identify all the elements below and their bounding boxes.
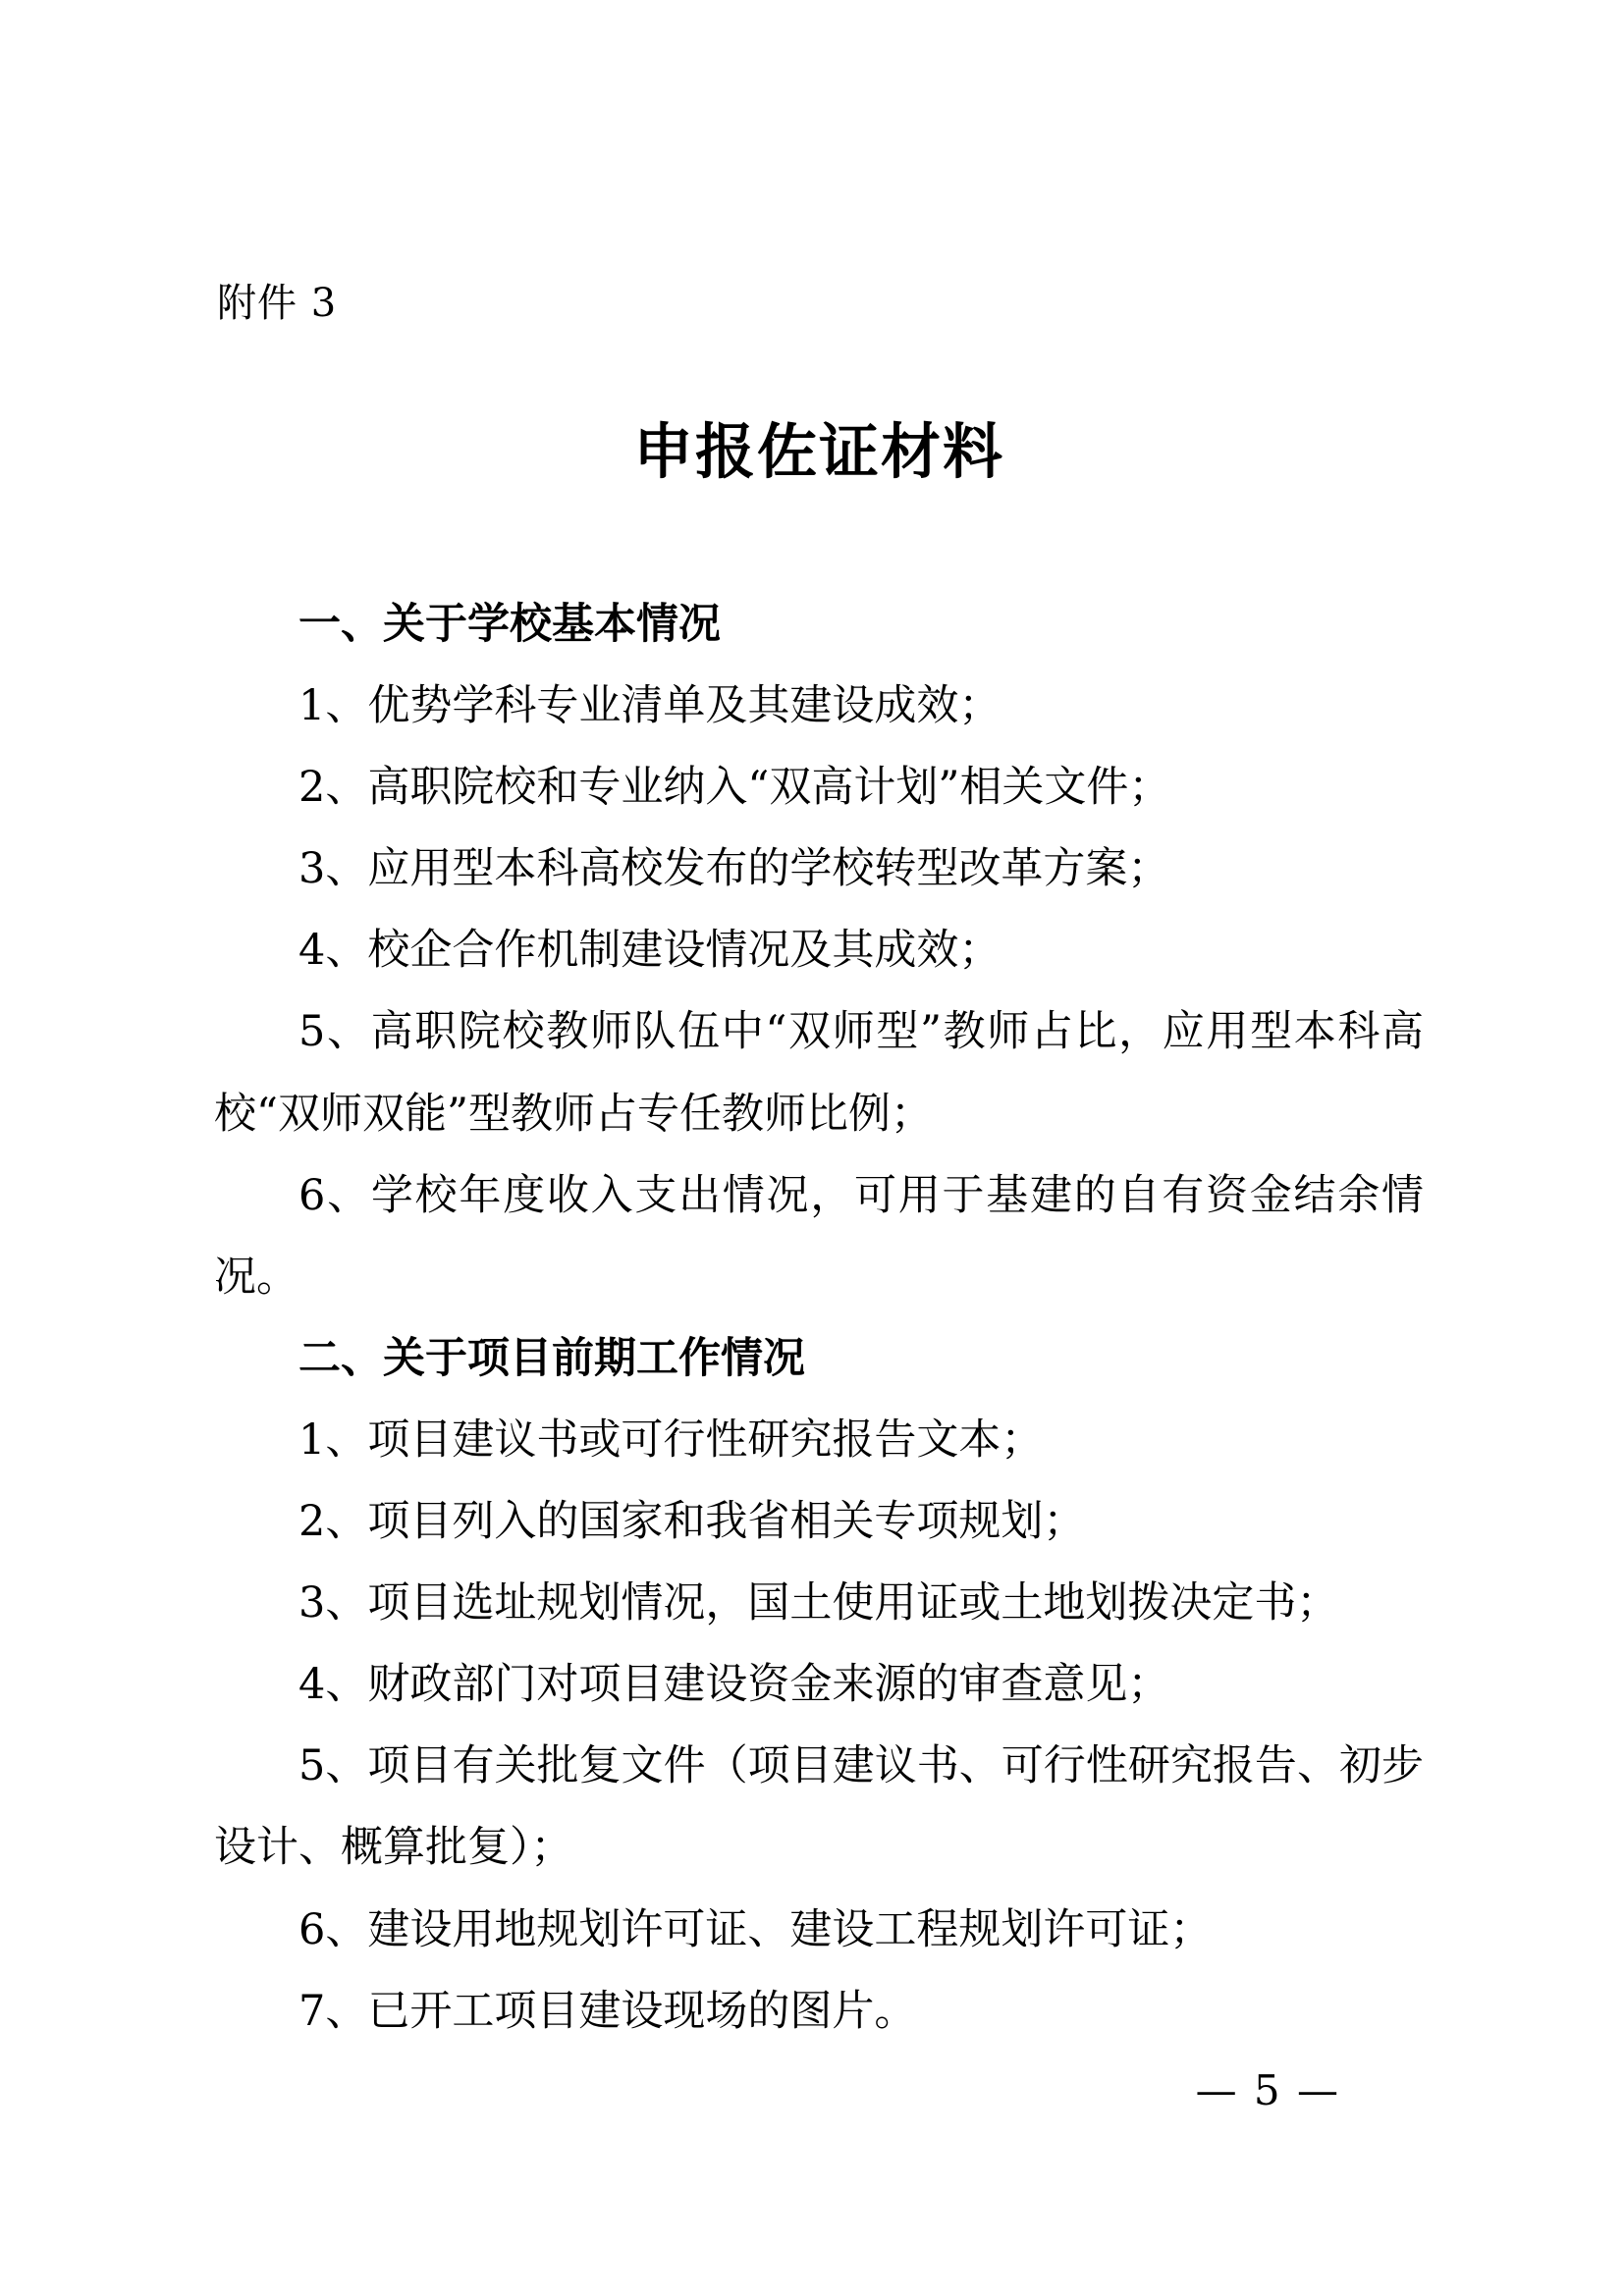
section-heading: 二、关于项目前期工作情况 bbox=[298, 1333, 805, 1383]
list-item: 6、建设用地规划许可证、建设工程规划许可证； bbox=[298, 1904, 1213, 1954]
list-item: 4、校企合作机制建设情况及其成效； bbox=[298, 926, 1001, 976]
list-item: 2、项目列入的国家和我省相关专项规划； bbox=[298, 1497, 1086, 1547]
list-item: 2、高职院校和专业纳入“双高计划”相关文件； bbox=[298, 763, 1171, 813]
list-item: 4、财政部门对项目建设资金来源的审查意见； bbox=[298, 1660, 1170, 1710]
page-title: 申报佐证材料 bbox=[632, 417, 1004, 487]
list-item: 6、学校年度收入支出情况，可用于基建的自有资金结余情况。 bbox=[214, 1170, 1424, 1302]
section-heading: 一、关于学校基本情况 bbox=[298, 600, 721, 649]
list-item: 3、项目选址规划情况，国土使用证或土地划拨决定书； bbox=[298, 1578, 1339, 1629]
page-number: — 5 — bbox=[1195, 2066, 1340, 2114]
list-item: 5、高职院校教师队伍中“双师型”教师占比，应用型本科高校“双师双能”型教师占专任教师比例； bbox=[214, 1007, 1424, 1139]
list-item: 3、应用型本科高校发布的学校转型改革方案； bbox=[298, 844, 1170, 894]
list-item: 5、项目有关批复文件（项目建议书、可行性研究报告、初步设计、概算批复）； bbox=[214, 1741, 1424, 1873]
document-body bbox=[214, 584, 1424, 2053]
attachment-label: 附件 3 bbox=[217, 281, 338, 326]
list-item: 1、优势学科专业清单及其建设成效； bbox=[298, 681, 1001, 731]
list-item: 7、已开工项目建设现场的图片。 bbox=[298, 1986, 917, 2036]
list-item: 1、项目建议书或可行性研究报告文本； bbox=[298, 1415, 1044, 1465]
